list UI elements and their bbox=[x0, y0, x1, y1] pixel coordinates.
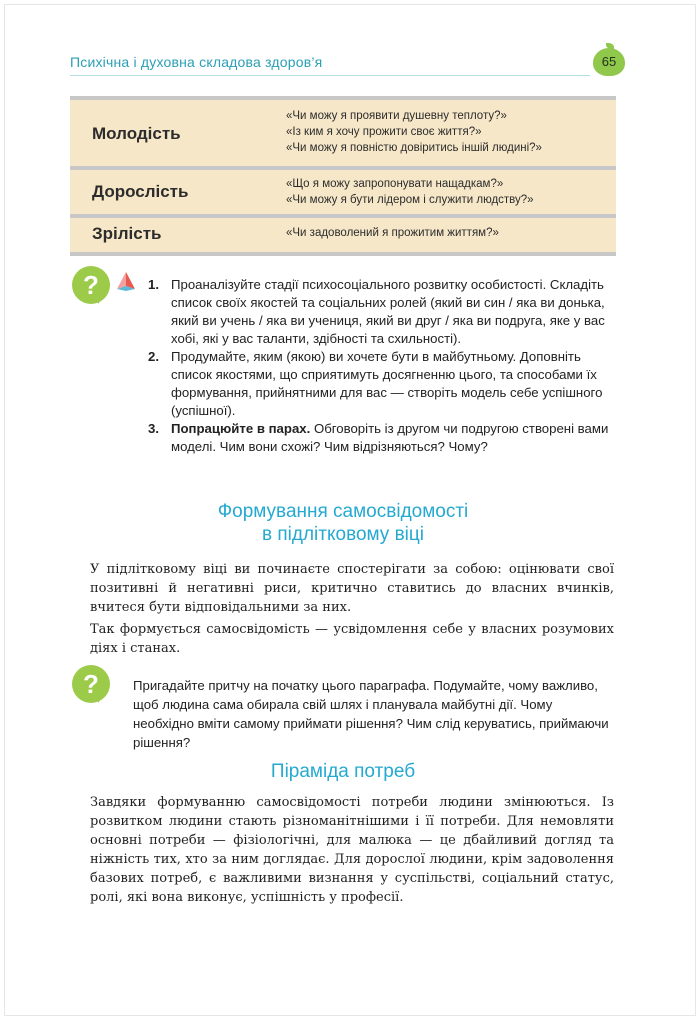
stage-question: «Чи задоволений я прожитим життям?» bbox=[286, 227, 499, 239]
task-number: 3. bbox=[148, 421, 159, 436]
stage-question: «Чи можу я повністю довіритись іншій людині?» bbox=[286, 142, 542, 154]
header-rule bbox=[70, 75, 590, 76]
question-note: Пригадайте притчу на початку цього параграфа. Подумайте, чому важливо, щоб людина сама обирала свій шлях і планувала майбутні дії. Чому необхідно вміти самому приймати рішення? Чим слід керуватись, приймаючи рішення? bbox=[133, 678, 609, 750]
task-list bbox=[148, 276, 618, 456]
task-text: Продумайте, яким (якою) ви хочете бути в майбутньому. Доповніть список якостями, що сприятимуть досягненню цього, та способами їх формування, прийнятними для вас — створіть модель себе успішного (успішної). bbox=[171, 349, 603, 418]
stage-name: Дорослість bbox=[92, 182, 189, 201]
stage-question: «Чи можу я проявити душевну теплоту?» bbox=[286, 110, 507, 122]
task-text: Обговоріть із другом чи подругою створені вами моделі. Чим вони схожі? Чим відрізняються? Чому? bbox=[171, 421, 609, 454]
stage-name: Зрілість bbox=[92, 224, 162, 243]
running-title: Психічна і духовна складова здоров’я bbox=[70, 54, 323, 70]
body-paragraph: Так формується самосвідомість — усвідомлення себе у власних розумових діях і станах. bbox=[90, 622, 614, 656]
section-title-line: Формування самосвідомості bbox=[217, 501, 469, 522]
stage-row bbox=[70, 218, 616, 248]
stage-question: «Що я можу запропонувати нащадкам?» bbox=[286, 178, 504, 190]
task-number: 2. bbox=[148, 349, 159, 364]
page-number: 65 bbox=[601, 54, 617, 69]
task-lead: Попрацюйте в парах. bbox=[171, 421, 311, 436]
task-item bbox=[148, 348, 618, 420]
question-icon bbox=[72, 665, 110, 703]
section-title-self-awareness bbox=[70, 500, 616, 546]
bubble-tail bbox=[98, 693, 106, 703]
question-mark: ? bbox=[83, 669, 99, 699]
bubble-tail bbox=[98, 294, 106, 304]
section-title-line: в підлітковому віці bbox=[262, 524, 424, 545]
section-title-pyramid: Піраміда потреб bbox=[270, 761, 416, 782]
page-number-badge bbox=[593, 48, 625, 78]
task-number: 1. bbox=[148, 277, 159, 292]
leaf-icon bbox=[606, 43, 614, 49]
body-paragraph: У підлітковому віці ви починаєте спостерігати за собою: оцінювати свої позитивні й негативні риси, критично ставитись до власних вчинків, вчитеся бути відповідальними за них. bbox=[90, 562, 614, 615]
stage-questions bbox=[286, 108, 542, 156]
task-text: Проаналізуйте стадії психосоціального розвитку особистості. Складіть список своїх якостей та соціальних ролей (який ви син / яка ви донька, який ви учень / яка ви учениця, який ви друг / яка ви подруга, яке у вас хобі, які у вас таланти, здібності та схильності). bbox=[171, 277, 605, 346]
body-paragraph: Завдяки формуванню самосвідомості потреби людини змінюються. Із розвитком людини стають різноманітнішими і її потреби. Для немовляти основні потреби — фізіологічні, для малюка — це дбайливий догляд та ніжність тих, хто за ним доглядає. Для дорослої людини, крім задоволення базових потреб, є важливими визнання у суспільстві, соціальний статус, ролі, які вона виконує, успішність у професії. bbox=[90, 795, 614, 905]
question-icon bbox=[72, 266, 110, 304]
task-item bbox=[148, 276, 618, 348]
stage-row bbox=[70, 170, 616, 214]
task-item bbox=[148, 420, 618, 456]
stage-question: «Чи можу я бути лідером і служити людству?» bbox=[286, 194, 534, 206]
pyramid-icon bbox=[116, 271, 136, 291]
question-mark: ? bbox=[83, 270, 99, 300]
stage-row bbox=[70, 100, 616, 166]
life-stages-table bbox=[70, 96, 616, 256]
stage-name: Молодість bbox=[92, 124, 181, 143]
stage-question: «Із ким я хочу прожити своє життя?» bbox=[286, 126, 482, 138]
stage-questions bbox=[286, 176, 534, 208]
stage-questions bbox=[286, 225, 499, 241]
